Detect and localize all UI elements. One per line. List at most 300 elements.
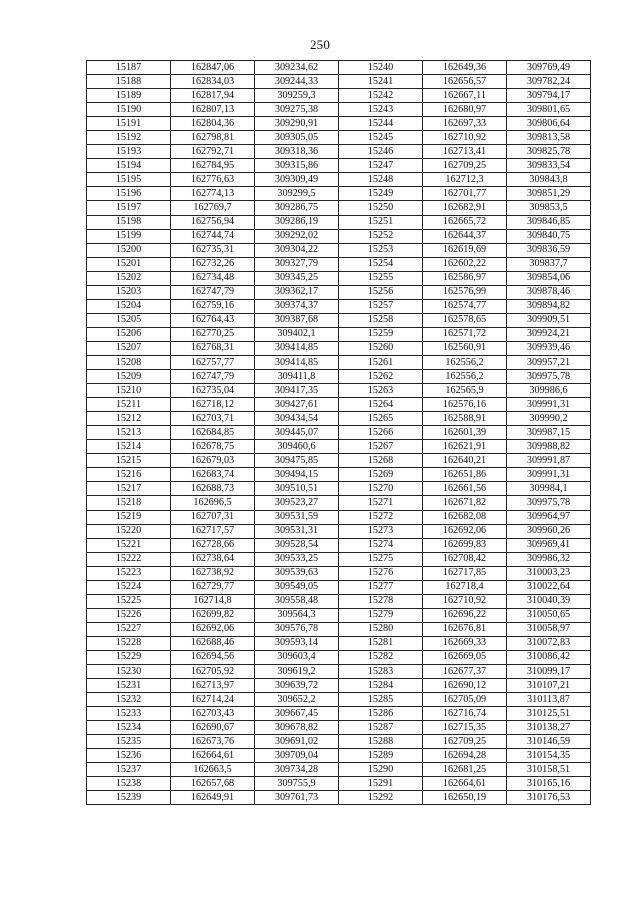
x-coordinate-b-cell: 162692,06 [423,524,507,538]
point-number-a-cell: 15208 [87,355,171,369]
y-coordinate-b-cell: 309957,21 [507,355,591,369]
x-coordinate-a-cell: 162714,24 [171,693,255,707]
x-coordinate-a-cell: 162679,03 [171,454,255,468]
x-coordinate-a-cell: 162688,73 [171,482,255,496]
table-row [87,173,591,187]
x-coordinate-b-cell: 162576,16 [423,398,507,412]
y-coordinate-a-cell: 309304,22 [255,243,339,257]
point-number-b-cell: 15286 [339,707,423,721]
point-number-b-cell: 15251 [339,215,423,229]
table-row [87,89,591,103]
y-coordinate-a-cell: 309734,28 [255,763,339,777]
y-coordinate-b-cell: 309813,58 [507,131,591,145]
point-number-b-cell: 15271 [339,496,423,510]
y-coordinate-b-cell: 310040,39 [507,594,591,608]
point-number-b-cell: 15267 [339,440,423,454]
point-number-a-cell: 15194 [87,159,171,173]
point-number-a-cell: 15231 [87,679,171,693]
table-row [87,482,591,496]
y-coordinate-a-cell: 309299,5 [255,187,339,201]
x-coordinate-b-cell: 162696,22 [423,608,507,622]
x-coordinate-b-cell: 162701,77 [423,187,507,201]
table-row [87,145,591,159]
y-coordinate-a-cell: 309667,45 [255,707,339,721]
x-coordinate-a-cell: 162713,97 [171,679,255,693]
y-coordinate-a-cell: 309374,37 [255,299,339,313]
y-coordinate-b-cell: 310050,65 [507,608,591,622]
y-coordinate-b-cell: 310146,59 [507,735,591,749]
y-coordinate-a-cell: 309510,51 [255,482,339,496]
point-number-a-cell: 15213 [87,426,171,440]
table-row [87,201,591,215]
x-coordinate-b-cell: 162640,21 [423,454,507,468]
x-coordinate-a-cell: 162807,13 [171,103,255,117]
x-coordinate-b-cell: 162571,72 [423,327,507,341]
x-coordinate-b-cell: 162661,56 [423,482,507,496]
y-coordinate-a-cell: 309414,85 [255,355,339,369]
point-number-a-cell: 15202 [87,271,171,285]
y-coordinate-b-cell: 310154,35 [507,749,591,763]
point-number-b-cell: 15289 [339,749,423,763]
table-row [87,510,591,524]
table-row [87,566,591,580]
y-coordinate-b-cell: 310072,83 [507,636,591,650]
x-coordinate-b-cell: 162644,37 [423,229,507,243]
point-number-b-cell: 15287 [339,721,423,735]
y-coordinate-a-cell: 309244,33 [255,75,339,89]
y-coordinate-a-cell: 309445,07 [255,426,339,440]
x-coordinate-b-cell: 162669,33 [423,636,507,650]
x-coordinate-b-cell: 162574,77 [423,299,507,313]
x-coordinate-b-cell: 162712,3 [423,173,507,187]
x-coordinate-b-cell: 162709,25 [423,159,507,173]
y-coordinate-b-cell: 309988,82 [507,440,591,454]
table-row [87,229,591,243]
point-number-b-cell: 15243 [339,103,423,117]
x-coordinate-a-cell: 162684,85 [171,426,255,440]
table-row [87,679,591,693]
x-coordinate-b-cell: 162560,91 [423,341,507,355]
y-coordinate-a-cell: 309387,68 [255,313,339,327]
y-coordinate-a-cell: 309318,36 [255,145,339,159]
point-number-b-cell: 15291 [339,777,423,791]
y-coordinate-a-cell: 309305,05 [255,131,339,145]
table-row [87,243,591,257]
x-coordinate-b-cell: 162708,42 [423,552,507,566]
point-number-b-cell: 15254 [339,257,423,271]
y-coordinate-a-cell: 309652,2 [255,693,339,707]
point-number-a-cell: 15191 [87,117,171,131]
table-row [87,355,591,369]
x-coordinate-a-cell: 162735,31 [171,243,255,257]
x-coordinate-a-cell: 162784,95 [171,159,255,173]
x-coordinate-a-cell: 162747,79 [171,285,255,299]
y-coordinate-a-cell: 309345,25 [255,271,339,285]
point-number-a-cell: 15209 [87,370,171,384]
x-coordinate-b-cell: 162602,22 [423,257,507,271]
point-number-b-cell: 15277 [339,580,423,594]
point-number-b-cell: 15282 [339,650,423,664]
x-coordinate-a-cell: 162747,79 [171,370,255,384]
y-coordinate-a-cell: 309327,79 [255,257,339,271]
y-coordinate-b-cell: 309806,64 [507,117,591,131]
y-coordinate-b-cell: 310125,51 [507,707,591,721]
point-number-a-cell: 15217 [87,482,171,496]
point-number-a-cell: 15227 [87,622,171,636]
x-coordinate-a-cell: 162694,56 [171,650,255,664]
point-number-b-cell: 15242 [339,89,423,103]
y-coordinate-b-cell: 310058,97 [507,622,591,636]
x-coordinate-a-cell: 162757,77 [171,355,255,369]
x-coordinate-a-cell: 162764,43 [171,313,255,327]
x-coordinate-b-cell: 162694,28 [423,749,507,763]
y-coordinate-a-cell: 309286,19 [255,215,339,229]
x-coordinate-a-cell: 162688,46 [171,636,255,650]
point-number-b-cell: 15246 [339,145,423,159]
point-number-b-cell: 15266 [339,426,423,440]
table-row [87,636,591,650]
point-number-b-cell: 15269 [339,468,423,482]
point-number-a-cell: 15188 [87,75,171,89]
point-number-a-cell: 15206 [87,327,171,341]
point-number-b-cell: 15260 [339,341,423,355]
y-coordinate-a-cell: 309531,59 [255,510,339,524]
y-coordinate-b-cell: 309991,31 [507,398,591,412]
table-row [87,327,591,341]
y-coordinate-b-cell: 309851,29 [507,187,591,201]
x-coordinate-a-cell: 162649,91 [171,791,255,805]
y-coordinate-b-cell: 309854,06 [507,271,591,285]
point-number-b-cell: 15240 [339,61,423,75]
x-coordinate-a-cell: 162768,31 [171,341,255,355]
x-coordinate-b-cell: 162576,99 [423,285,507,299]
table-row [87,468,591,482]
y-coordinate-a-cell: 309639,72 [255,679,339,693]
point-number-a-cell: 15200 [87,243,171,257]
y-coordinate-b-cell: 309833,54 [507,159,591,173]
point-number-a-cell: 15223 [87,566,171,580]
point-number-b-cell: 15241 [339,75,423,89]
point-number-a-cell: 15192 [87,131,171,145]
x-coordinate-a-cell: 162804,36 [171,117,255,131]
x-coordinate-b-cell: 162717,85 [423,566,507,580]
point-number-b-cell: 15268 [339,454,423,468]
y-coordinate-b-cell: 309878,46 [507,285,591,299]
x-coordinate-b-cell: 162664,61 [423,777,507,791]
table-row [87,524,591,538]
point-number-b-cell: 15284 [339,679,423,693]
point-number-a-cell: 15198 [87,215,171,229]
y-coordinate-b-cell: 309909,51 [507,313,591,327]
point-number-a-cell: 15203 [87,285,171,299]
point-number-b-cell: 15261 [339,355,423,369]
x-coordinate-b-cell: 162705,09 [423,693,507,707]
table-row [87,693,591,707]
table-row [87,665,591,679]
point-number-a-cell: 15210 [87,384,171,398]
point-number-a-cell: 15211 [87,398,171,412]
y-coordinate-a-cell: 309755,9 [255,777,339,791]
x-coordinate-a-cell: 162732,26 [171,257,255,271]
point-number-a-cell: 15220 [87,524,171,538]
point-number-a-cell: 15205 [87,313,171,327]
y-coordinate-b-cell: 309991,87 [507,454,591,468]
y-coordinate-b-cell: 310022,64 [507,580,591,594]
x-coordinate-b-cell: 162667,11 [423,89,507,103]
point-number-b-cell: 15259 [339,327,423,341]
x-coordinate-a-cell: 162663,5 [171,763,255,777]
x-coordinate-a-cell: 162692,06 [171,622,255,636]
x-coordinate-a-cell: 162657,68 [171,777,255,791]
x-coordinate-a-cell: 162683,74 [171,468,255,482]
x-coordinate-a-cell: 162717,57 [171,524,255,538]
point-number-b-cell: 15285 [339,693,423,707]
table-row [87,608,591,622]
y-coordinate-a-cell: 309475,85 [255,454,339,468]
y-coordinate-b-cell: 309840,75 [507,229,591,243]
point-number-b-cell: 15253 [339,243,423,257]
x-coordinate-b-cell: 162619,69 [423,243,507,257]
point-number-a-cell: 15226 [87,608,171,622]
x-coordinate-a-cell: 162744,74 [171,229,255,243]
y-coordinate-a-cell: 309434,54 [255,412,339,426]
point-number-b-cell: 15280 [339,622,423,636]
x-coordinate-a-cell: 162673,76 [171,735,255,749]
x-coordinate-a-cell: 162798,81 [171,131,255,145]
point-number-b-cell: 15250 [339,201,423,215]
point-number-a-cell: 15229 [87,650,171,664]
point-number-a-cell: 15196 [87,187,171,201]
y-coordinate-b-cell: 309991,31 [507,468,591,482]
x-coordinate-a-cell: 162678,75 [171,440,255,454]
point-number-a-cell: 15222 [87,552,171,566]
point-number-b-cell: 15245 [339,131,423,145]
y-coordinate-b-cell: 309846,85 [507,215,591,229]
table-row [87,650,591,664]
x-coordinate-b-cell: 162671,82 [423,496,507,510]
y-coordinate-b-cell: 309836,59 [507,243,591,257]
table-row [87,454,591,468]
y-coordinate-b-cell: 309986,6 [507,384,591,398]
table-row [87,580,591,594]
y-coordinate-b-cell: 310176,53 [507,791,591,805]
table-row [87,594,591,608]
y-coordinate-b-cell: 309990,2 [507,412,591,426]
y-coordinate-b-cell: 309853,5 [507,201,591,215]
y-coordinate-a-cell: 309411,8 [255,370,339,384]
x-coordinate-a-cell: 162792,71 [171,145,255,159]
point-number-a-cell: 15190 [87,103,171,117]
point-number-a-cell: 15187 [87,61,171,75]
point-number-a-cell: 15235 [87,735,171,749]
point-number-b-cell: 15283 [339,665,423,679]
y-coordinate-b-cell: 309964,97 [507,510,591,524]
point-number-a-cell: 15207 [87,341,171,355]
x-coordinate-a-cell: 162759,16 [171,299,255,313]
y-coordinate-a-cell: 309593,14 [255,636,339,650]
x-coordinate-b-cell: 162621,91 [423,440,507,454]
x-coordinate-a-cell: 162738,92 [171,566,255,580]
y-coordinate-a-cell: 309309,49 [255,173,339,187]
table-row [87,426,591,440]
point-number-a-cell: 15232 [87,693,171,707]
x-coordinate-a-cell: 162817,94 [171,89,255,103]
point-number-b-cell: 15255 [339,271,423,285]
y-coordinate-a-cell: 309275,38 [255,103,339,117]
point-number-a-cell: 15224 [87,580,171,594]
y-coordinate-b-cell: 309801,65 [507,103,591,117]
point-number-a-cell: 15199 [87,229,171,243]
x-coordinate-b-cell: 162588,91 [423,412,507,426]
y-coordinate-b-cell: 309769,49 [507,61,591,75]
table-row [87,187,591,201]
table-row [87,707,591,721]
point-number-a-cell: 15221 [87,538,171,552]
table-row [87,749,591,763]
table-row [87,777,591,791]
point-number-a-cell: 15193 [87,145,171,159]
table-row [87,257,591,271]
table-row [87,412,591,426]
y-coordinate-a-cell: 309531,31 [255,524,339,538]
x-coordinate-b-cell: 162682,08 [423,510,507,524]
point-number-b-cell: 15288 [339,735,423,749]
x-coordinate-a-cell: 162734,48 [171,271,255,285]
point-number-a-cell: 15195 [87,173,171,187]
table-row [87,159,591,173]
table-row [87,131,591,145]
y-coordinate-a-cell: 309533,25 [255,552,339,566]
y-coordinate-a-cell: 309417,35 [255,384,339,398]
x-coordinate-b-cell: 162556,2 [423,355,507,369]
point-number-a-cell: 15201 [87,257,171,271]
x-coordinate-b-cell: 162677,37 [423,665,507,679]
table-row [87,791,591,805]
x-coordinate-b-cell: 162682,91 [423,201,507,215]
y-coordinate-b-cell: 310138,27 [507,721,591,735]
y-coordinate-a-cell: 309414,85 [255,341,339,355]
y-coordinate-a-cell: 309523,27 [255,496,339,510]
y-coordinate-b-cell: 309984,1 [507,482,591,496]
x-coordinate-a-cell: 162703,43 [171,707,255,721]
y-coordinate-b-cell: 309825,78 [507,145,591,159]
point-number-b-cell: 15272 [339,510,423,524]
table-row [87,313,591,327]
y-coordinate-b-cell: 309987,15 [507,426,591,440]
y-coordinate-b-cell: 310086,42 [507,650,591,664]
x-coordinate-a-cell: 162728,66 [171,538,255,552]
x-coordinate-b-cell: 162656,57 [423,75,507,89]
y-coordinate-b-cell: 309969,41 [507,538,591,552]
coordinates-table-body [87,61,591,805]
x-coordinate-b-cell: 162665,72 [423,215,507,229]
x-coordinate-b-cell: 162680,97 [423,103,507,117]
point-number-b-cell: 15276 [339,566,423,580]
x-coordinate-a-cell: 162699,82 [171,608,255,622]
point-number-b-cell: 15275 [339,552,423,566]
y-coordinate-b-cell: 309960,26 [507,524,591,538]
table-row [87,370,591,384]
y-coordinate-b-cell: 309975,78 [507,496,591,510]
x-coordinate-a-cell: 162774,13 [171,187,255,201]
table-row [87,285,591,299]
y-coordinate-a-cell: 309549,05 [255,580,339,594]
y-coordinate-b-cell: 310158,51 [507,763,591,777]
y-coordinate-b-cell: 310107,21 [507,679,591,693]
point-number-b-cell: 15263 [339,384,423,398]
point-number-a-cell: 15214 [87,440,171,454]
point-number-b-cell: 15290 [339,763,423,777]
table-row [87,75,591,89]
point-number-b-cell: 15278 [339,594,423,608]
point-number-a-cell: 15197 [87,201,171,215]
table-row [87,341,591,355]
x-coordinate-b-cell: 162676,81 [423,622,507,636]
x-coordinate-b-cell: 162565,9 [423,384,507,398]
x-coordinate-a-cell: 162705,92 [171,665,255,679]
table-row [87,398,591,412]
point-number-b-cell: 15249 [339,187,423,201]
y-coordinate-b-cell: 309782,24 [507,75,591,89]
point-number-b-cell: 15265 [339,412,423,426]
y-coordinate-a-cell: 309539,63 [255,566,339,580]
point-number-a-cell: 15238 [87,777,171,791]
point-number-a-cell: 15236 [87,749,171,763]
x-coordinate-b-cell: 162669,05 [423,650,507,664]
point-number-a-cell: 15218 [87,496,171,510]
x-coordinate-a-cell: 162714,8 [171,594,255,608]
x-coordinate-b-cell: 162709,25 [423,735,507,749]
point-number-a-cell: 15237 [87,763,171,777]
x-coordinate-a-cell: 162769,7 [171,201,255,215]
table-row [87,721,591,735]
x-coordinate-a-cell: 162756,94 [171,215,255,229]
table-row [87,271,591,285]
x-coordinate-a-cell: 162847,06 [171,61,255,75]
y-coordinate-a-cell: 309402,1 [255,327,339,341]
x-coordinate-a-cell: 162690,67 [171,721,255,735]
x-coordinate-b-cell: 162718,4 [423,580,507,594]
x-coordinate-a-cell: 162696,5 [171,496,255,510]
y-coordinate-b-cell: 309986,32 [507,552,591,566]
y-coordinate-a-cell: 309558,48 [255,594,339,608]
x-coordinate-b-cell: 162710,92 [423,594,507,608]
page-number: 250 [309,37,331,52]
table-row [87,496,591,510]
point-number-a-cell: 15219 [87,510,171,524]
y-coordinate-b-cell: 310003,23 [507,566,591,580]
x-coordinate-a-cell: 162664,61 [171,749,255,763]
table-row [87,538,591,552]
y-coordinate-a-cell: 309564,3 [255,608,339,622]
y-coordinate-b-cell: 309975,78 [507,370,591,384]
point-number-a-cell: 15216 [87,468,171,482]
x-coordinate-b-cell: 162699,83 [423,538,507,552]
table-row [87,384,591,398]
x-coordinate-b-cell: 162586,97 [423,271,507,285]
table-row [87,735,591,749]
table-row [87,117,591,131]
coordinates-table [86,60,591,805]
y-coordinate-a-cell: 309678,82 [255,721,339,735]
table-row [87,552,591,566]
y-coordinate-a-cell: 309576,78 [255,622,339,636]
point-number-b-cell: 15270 [339,482,423,496]
point-number-a-cell: 15233 [87,707,171,721]
y-coordinate-a-cell: 309603,4 [255,650,339,664]
y-coordinate-b-cell: 309894,82 [507,299,591,313]
table-row [87,103,591,117]
